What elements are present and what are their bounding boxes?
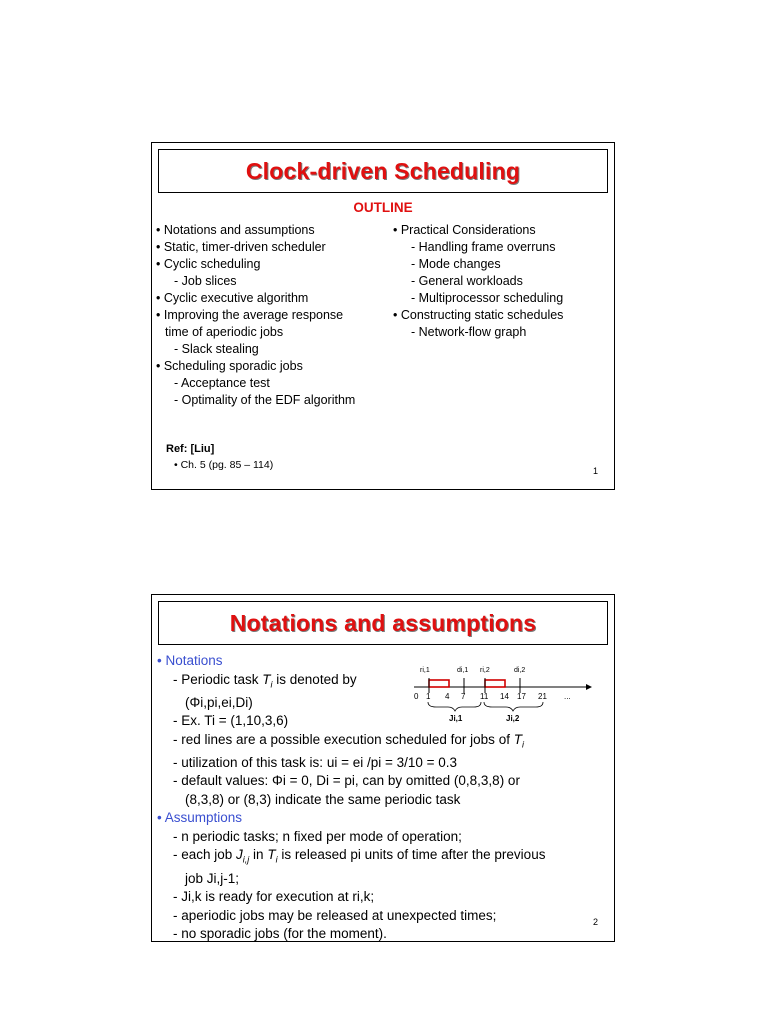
reference-item: • Ch. 5 (pg. 85 – 114) [174, 459, 274, 471]
tick-label: 11 [480, 692, 489, 701]
list-item: - Job slices [174, 274, 237, 288]
release-label: ri,2 [480, 667, 490, 674]
list-item: - each job $J_{i,j}$ in $T_i$ is released pi units of time after the previous [173, 847, 546, 866]
assumptions-heading: • Assumptions [157, 810, 243, 826]
release-label: ri,1 [420, 667, 430, 674]
list-item: - n periodic tasks; n fixed per mode of operation; [173, 828, 462, 844]
job-label: Ji,1 [449, 714, 463, 723]
reference-label: Ref: [Liu] [166, 443, 215, 455]
list-item: - Mode changes [411, 257, 501, 271]
list-item: • Practical Considerations [393, 223, 536, 237]
arrow-head-icon [586, 684, 592, 690]
job-brace [428, 702, 481, 711]
list-item: • Cyclic scheduling [156, 257, 261, 271]
list-item: - Optimality of the EDF algorithm [174, 393, 356, 407]
tick-label: 14 [500, 692, 509, 701]
list-item: • Notations and assumptions [156, 223, 315, 237]
tick-label: 17 [517, 692, 526, 701]
job-brace [484, 702, 543, 711]
timeline-diagram [414, 663, 604, 725]
list-item: - Ji,k is ready for execution at ri,k; [173, 889, 375, 905]
list-item: - aperiodic jobs may be released at unexpected times; [173, 907, 497, 923]
job-label: Ji,2 [506, 714, 520, 723]
outline-heading: OUTLINE [353, 200, 413, 215]
list-item: - utilization of this task is: ui = ei /pi = 3/10 = 0.3 [173, 754, 458, 770]
list-item: - Handling frame overruns [411, 240, 556, 254]
slide-1-title-box [158, 149, 608, 193]
list-item: time of aperiodic jobs [165, 325, 284, 339]
slide-2-title-box [158, 601, 608, 645]
slide-1 [151, 142, 615, 490]
slide-2 [151, 594, 615, 942]
list-item: - red lines are a possible execution scheduled for jobs of $T_i$ [173, 731, 524, 750]
list-item: - default values: Φi = 0, Di = pi, can by omitted (0,8,3,8) or [173, 773, 520, 789]
list-item: (Φi,pi,ei,Di) [185, 694, 253, 710]
list-item: - no sporadic jobs (for the moment). [173, 926, 387, 942]
list-item: - Multiprocessor scheduling [411, 291, 564, 305]
list-item: - General workloads [411, 274, 523, 288]
slide-1-title: Clock-driven Scheduling [245, 157, 521, 184]
list-item: - Acceptance test [174, 376, 270, 390]
list-item: - Slack stealing [174, 342, 259, 356]
list-item: • Cyclic executive algorithm [156, 291, 309, 305]
list-item: • Static, timer-driven scheduler [156, 240, 326, 254]
outline-left-list [156, 222, 355, 409]
tick-label: 4 [445, 692, 450, 701]
slide-2-title: Notations and assumptions [229, 609, 537, 636]
page-number: 1 [592, 466, 598, 476]
execution-bar [429, 680, 449, 687]
list-item: - Network-flow graph [411, 325, 527, 339]
tick-label: 0 [414, 692, 419, 701]
list-item: - Periodic task $T_i$ is denoted by [173, 671, 357, 690]
list-item: - Ex. Ti = (1,10,3,6) [173, 713, 289, 729]
list-item: • Scheduling sporadic jobs [156, 359, 303, 373]
page-number: 2 [592, 917, 598, 927]
outline-right-list [393, 222, 563, 341]
list-item: (8,3,8) or (8,3) indicate the same periodic task [185, 791, 461, 807]
execution-bar [485, 680, 505, 687]
tick-label: 1 [426, 692, 431, 701]
notations-heading: • Notations [157, 653, 223, 668]
list-item: • Constructing static schedules [393, 308, 564, 322]
tick-label: ... [564, 692, 571, 701]
list-item: job Ji,j-1; [185, 870, 240, 886]
list-item: • Improving the average response [156, 308, 344, 322]
tick-label: 21 [538, 692, 547, 701]
tick-label: 7 [461, 692, 466, 701]
deadline-label: di,1 [457, 667, 469, 674]
deadline-label: di,2 [514, 667, 526, 674]
